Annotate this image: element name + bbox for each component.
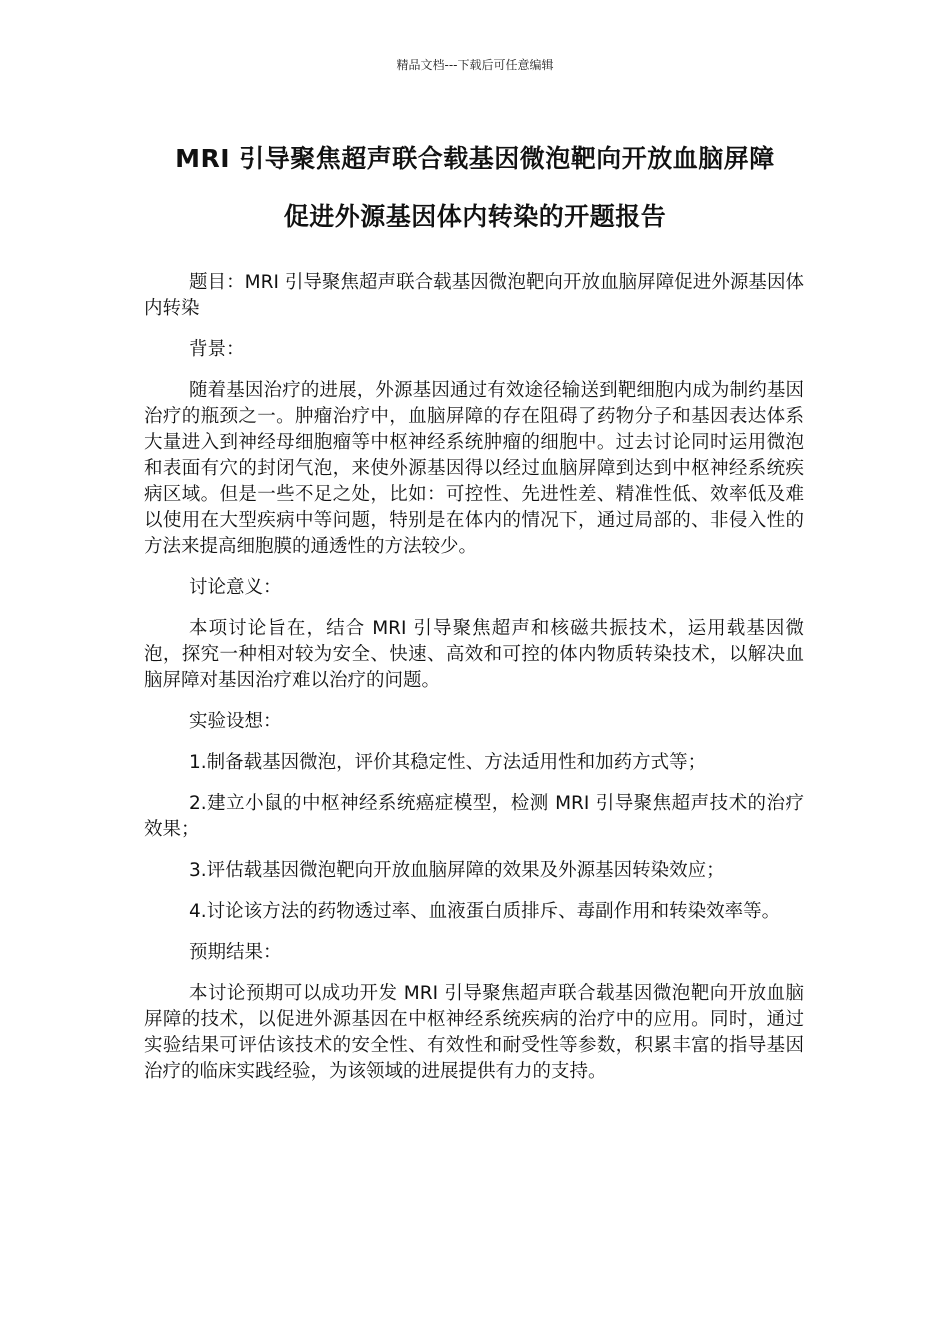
experiment-item-2: 2.建立小鼠的中枢神经系统癌症模型，检测 MRI 引导聚焦超声技术的治疗效果； [144,793,804,840]
section-heading-background: 背景： [189,339,245,360]
experiment-item-1: 1.制备载基因微泡，评价其稳定性、方法适用性和加药方式等； [189,752,707,773]
experiment-item-4: 4.讨论该方法的药物透过率、血液蛋白质排斥、毒副作用和转染效率等。 [189,901,781,922]
section-heading-expected-results: 预期结果： [189,942,282,963]
expected-results-paragraph: 本讨论预期可以成功开发 MRI 引导聚焦超声联合载基因微泡靶向开放血脑屏障的技术，以促进外源基因在中枢神经系统疾病的治疗中的应用。同时，通过实验结果可评估该技术的安全性、有效性和耐受性等参数，积累丰富的指导基因治疗的临床实践经验，为该领域的进展提供有力的支持。 [144,983,804,1082]
document-title-line-1: MRI 引导聚焦超声联合载基因微泡靶向开放血脑屏障 [175,144,775,173]
section-heading-significance: 讨论意义： [189,577,282,598]
experiment-item-3: 3.评估载基因微泡靶向开放血脑屏障的效果及外源基因转染效应； [189,860,725,881]
significance-paragraph: 本项讨论旨在，结合 MRI 引导聚焦超声和核磁共振技术，运用载基因微泡，探究一种相对较为安全、快速、高效和可控的体内物质转染技术，以解决血脑屏障对基因治疗难以治疗的问题。 [144,618,804,691]
background-paragraph: 随着基因治疗的进展，外源基因通过有效途径输送到靶细胞内成为制约基因治疗的瓶颈之一。肿瘤治疗中，血脑屏障的存在阻碍了药物分子和基因表达体系大量进入到神经母细胞瘤等中枢神经系统肿瘤的细胞中。过去讨论同时运用微泡和表面有穴的封闭气泡，来使外源基因得以经过血脑屏障到达到中枢神经系统疾病区域。但是一些不足之处，比如：可控性、先进性差、精准性低、效率低及难以使用在大型疾病中等问题，特别是在体内的情况下，通过局部的、非侵入性的方法来提高细胞膜的通透性的方法较少。 [144,380,804,557]
page-header: 精品文档---下载后可任意编辑 [396,58,554,72]
topic-paragraph: 题目：MRI 引导聚焦超声联合载基因微泡靶向开放血脑屏障促进外源基因体内转染 [144,272,804,319]
document-title-line-2: 促进外源基因体内转染的开题报告 [283,202,667,231]
document-body [144,270,804,1100]
section-heading-experiment: 实验设想： [189,711,282,732]
